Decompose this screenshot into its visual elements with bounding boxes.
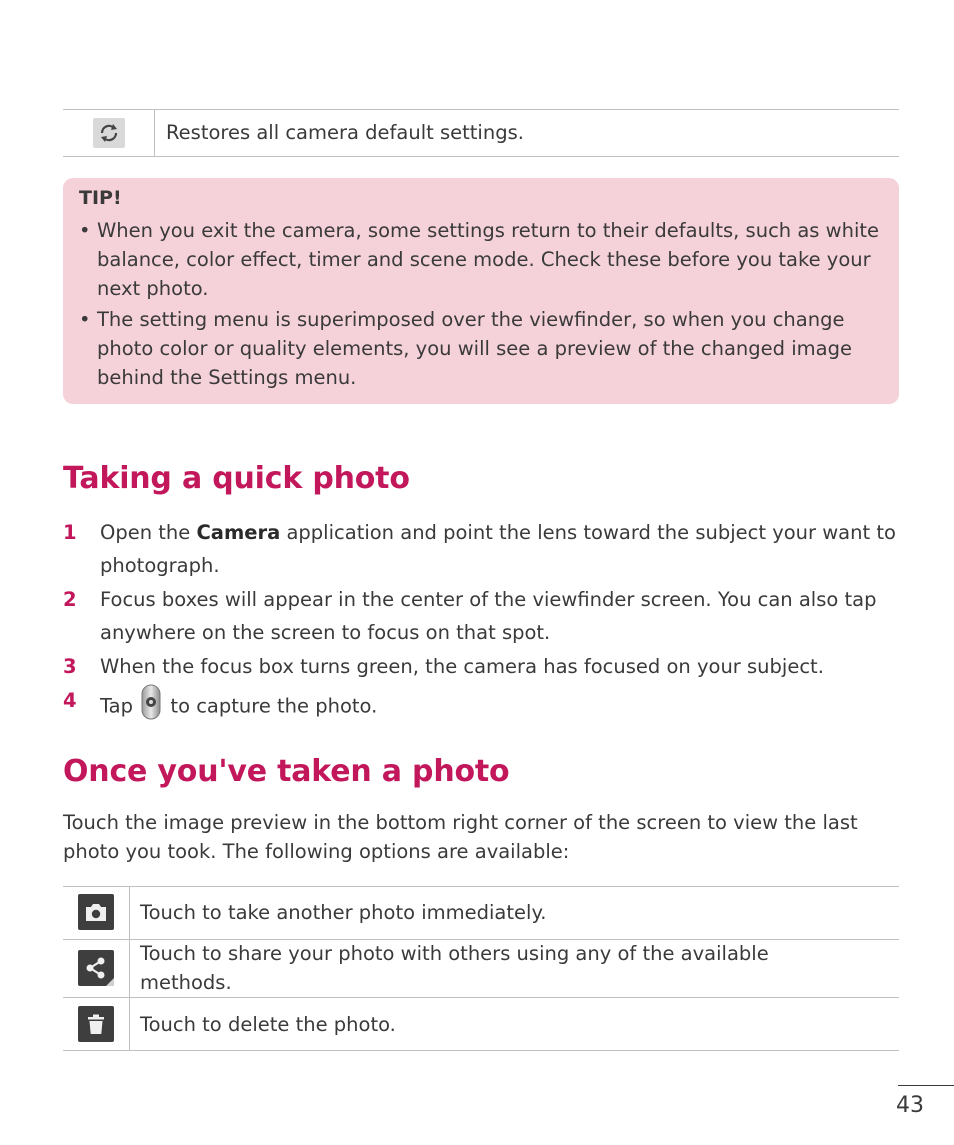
step-number: 3 bbox=[63, 655, 77, 678]
tip-item-text: The setting menu is superimposed over the viewfinder, so when you change photo color or quality elements, you will see a preview of the changed image behind the Settings menu. bbox=[97, 308, 852, 389]
tip-item bbox=[77, 216, 887, 303]
camera-app-name: Camera bbox=[196, 521, 281, 544]
step-text: Tap bbox=[100, 694, 140, 718]
options-table-rule bbox=[63, 1050, 899, 1051]
tip-item bbox=[77, 305, 887, 392]
tip-box bbox=[63, 178, 899, 404]
options-table-rule bbox=[63, 997, 899, 998]
top-table-rule-bottom bbox=[63, 156, 899, 157]
step-number: 4 bbox=[63, 689, 77, 712]
options-intro: Touch the image preview in the bottom right corner of the screen to view the last photo you took. The following options are available: bbox=[63, 811, 858, 863]
tip-item-text: When you exit the camera, some settings return to their defaults, such as white balance, color effect, timer and scene mode. Check these before you take your next photo. bbox=[97, 219, 880, 300]
reset-description: Restores all camera default settings. bbox=[166, 121, 524, 144]
bullet-glyph: • bbox=[79, 308, 91, 331]
step-2 bbox=[63, 583, 903, 649]
step-text: Open the bbox=[100, 521, 197, 544]
heading-once-taken-photo: Once you've taken a photo bbox=[63, 754, 510, 789]
tip-title: TIP! bbox=[79, 187, 122, 209]
share-icon bbox=[78, 950, 114, 986]
step-3 bbox=[63, 650, 903, 683]
step-number: 2 bbox=[63, 588, 77, 611]
page-number-rule bbox=[898, 1085, 954, 1086]
step-text: When the focus box turns green, the camera has focused on your subject. bbox=[100, 655, 824, 678]
shutter-button-icon bbox=[141, 684, 161, 730]
options-table-divider bbox=[129, 887, 130, 1051]
option-text: Touch to delete the photo. bbox=[140, 1013, 396, 1036]
bullet-glyph: • bbox=[79, 219, 91, 242]
trash-icon bbox=[78, 1006, 114, 1042]
option-text: Touch to share your photo with others using any of the available methods. bbox=[140, 942, 769, 994]
camera-icon bbox=[78, 894, 114, 930]
tip-list bbox=[77, 216, 887, 394]
step-text: application and point the lens toward the subject your want to photograph. bbox=[100, 521, 896, 577]
top-table-divider bbox=[154, 110, 155, 157]
page-number: 43 bbox=[896, 1093, 924, 1118]
step-text: to capture the photo. bbox=[164, 694, 378, 718]
options-table-rule bbox=[63, 886, 899, 887]
step-4 bbox=[63, 684, 903, 730]
step-number: 1 bbox=[63, 521, 77, 544]
option-text: Touch to take another photo immediately. bbox=[140, 901, 547, 924]
top-table-rule-top bbox=[63, 109, 899, 110]
reset-sync-icon bbox=[92, 118, 126, 148]
step-1 bbox=[63, 516, 903, 582]
heading-taking-quick-photo: Taking a quick photo bbox=[63, 461, 410, 496]
step-text: Focus boxes will appear in the center of the viewfinder screen. You can also tap anywhere on the screen to focus on that spot. bbox=[100, 588, 877, 644]
